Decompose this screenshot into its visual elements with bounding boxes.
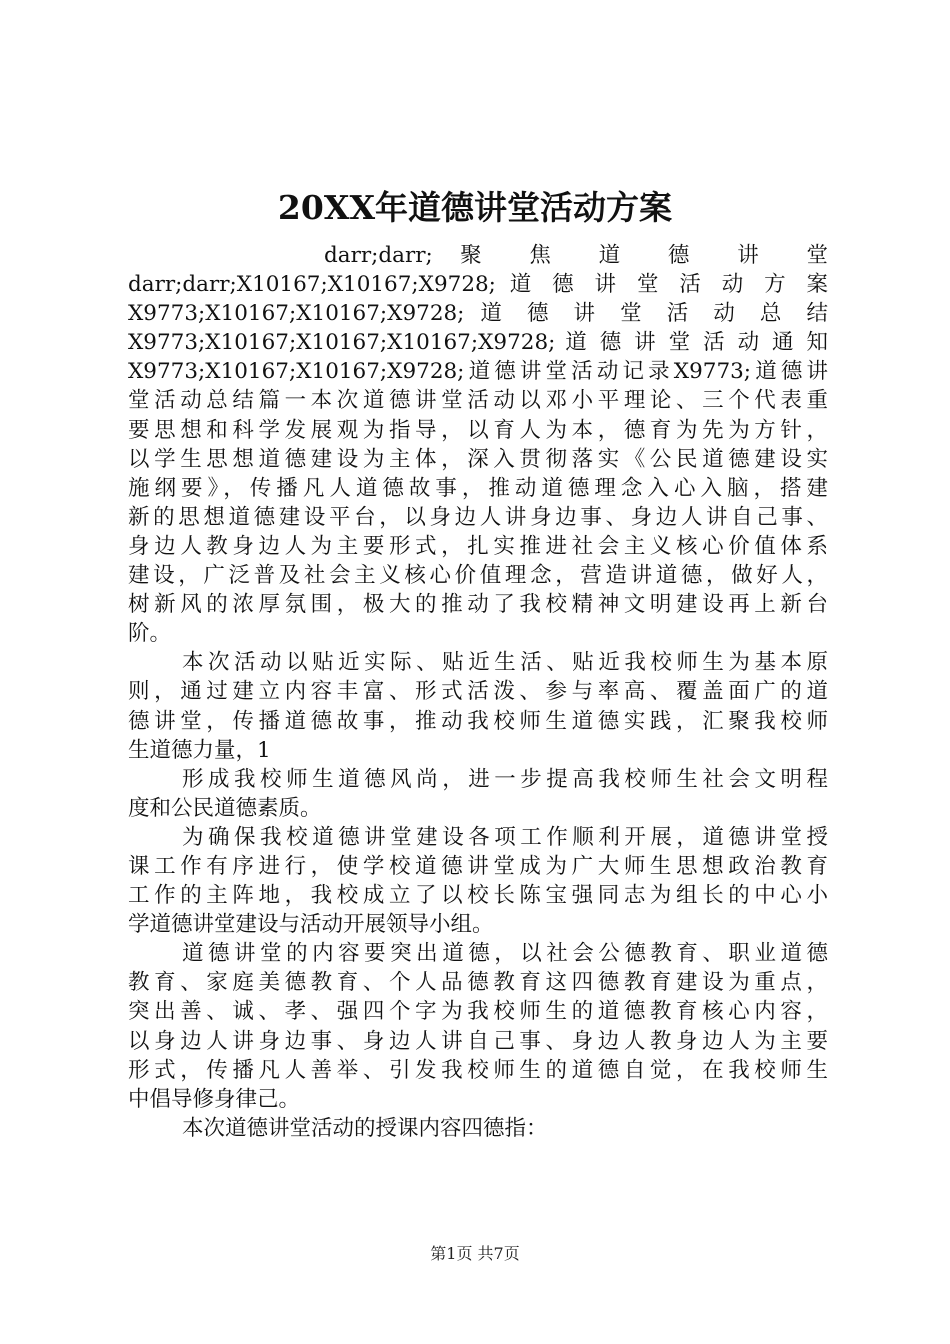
body-line: 施纲要》，传播凡人道德故事，推动道德理念入心入脑，搭建 <box>128 475 828 501</box>
body-line: 度和公民道德素质。 <box>128 795 322 821</box>
body-line: 以学生思想道德建设为主体，深入贯彻落实《公民道德建设实 <box>128 446 828 472</box>
paragraph-start-line: 本次道德讲堂活动的授课内容四德指： <box>182 1115 548 1141</box>
paragraph-start-line: 为确保我校道德讲堂建设各项工作顺利开展，道德讲堂授 <box>182 824 828 850</box>
body-line: 要思想和科学发展观为指导，以育人为本，德育为先为方针， <box>128 417 828 443</box>
body-line: 突出善、诚、孝、强四个字为我校师生的道德教育核心内容， <box>128 999 828 1025</box>
body-line: 中倡导修身律己。 <box>128 1086 301 1112</box>
body-line: X9773;X10167;X10167;X10167;X9728; 道 德 讲 堂 活 动 通 知 <box>128 330 828 356</box>
document-title: 20XX年道德讲堂活动方案 <box>277 188 673 227</box>
body-line: darr;darr; 聚 焦 道 德 讲 堂 <box>324 243 828 268</box>
body-line: 学道德讲堂建设与活动开展领导小组。 <box>128 912 494 938</box>
page-number-footer: 第1页 共7页 <box>430 1244 520 1263</box>
body-line: 以身边人讲身边事、身边人讲自己事、身边人教身边人为主要 <box>128 1028 828 1054</box>
paragraph-start-line: 道德讲堂的内容要突出道德，以社会公德教育、职业道德 <box>182 941 828 967</box>
body-line: X9773;X10167;X10167;X9728; 道 德 讲 堂 活 动 总 结 <box>128 301 828 327</box>
body-line: 形式，传播凡人善举、引发我校师生的道德自觉，在我校师生 <box>128 1057 828 1083</box>
document-body <box>128 241 828 1143</box>
paragraph-start-line: 形成我校师生道德风尚，进一步提高我校师生社会文明程 <box>182 766 828 792</box>
body-line: 工作的主阵地，我校成立了以校长陈宝强同志为组长的中心小 <box>128 883 828 909</box>
body-line: 德讲堂，传播道德故事，推动我校师生道德实践，汇聚我校师 <box>128 708 828 734</box>
body-line: 堂活动总结篇一本次道德讲堂活动以邓小平理论、三个代表重 <box>128 388 828 414</box>
body-line: 树新风的浓厚氛围，极大的推动了我校精神文明建设再上新台 <box>128 592 828 618</box>
body-line: darr;darr;X10167;X10167;X9728; 道 德 讲 堂 活 动 方 案 <box>128 272 828 298</box>
body-line: X9773;X10167;X10167;X9728;道德讲堂活动记录X9773;道德讲 <box>128 359 828 385</box>
body-line: 新的思想道德建设平台，以身边人讲身边事、身边人讲自己事、 <box>128 504 828 530</box>
body-line: 阶。 <box>128 621 172 647</box>
paragraph-start-line: 本次活动以贴近实际、贴近生活、贴近我校师生为基本原 <box>182 650 828 676</box>
body-line: 建设，广泛普及社会主义核心价值理念，营造讲道德，做好人， <box>128 563 828 589</box>
body-line: 生道德力量，1 <box>128 737 271 763</box>
body-line: 教育、家庭美德教育、个人品德教育这四德教育建设为重点， <box>128 970 828 996</box>
body-line: 则，通过建立内容丰富、形式活泼、参与率高、覆盖面广的道 <box>128 679 828 705</box>
body-line: 身边人教身边人为主要形式，扎实推进社会主义核心价值体系 <box>128 533 828 559</box>
body-line: 课工作有序进行，使学校道德讲堂成为广大师生思想政治教育 <box>128 853 828 879</box>
